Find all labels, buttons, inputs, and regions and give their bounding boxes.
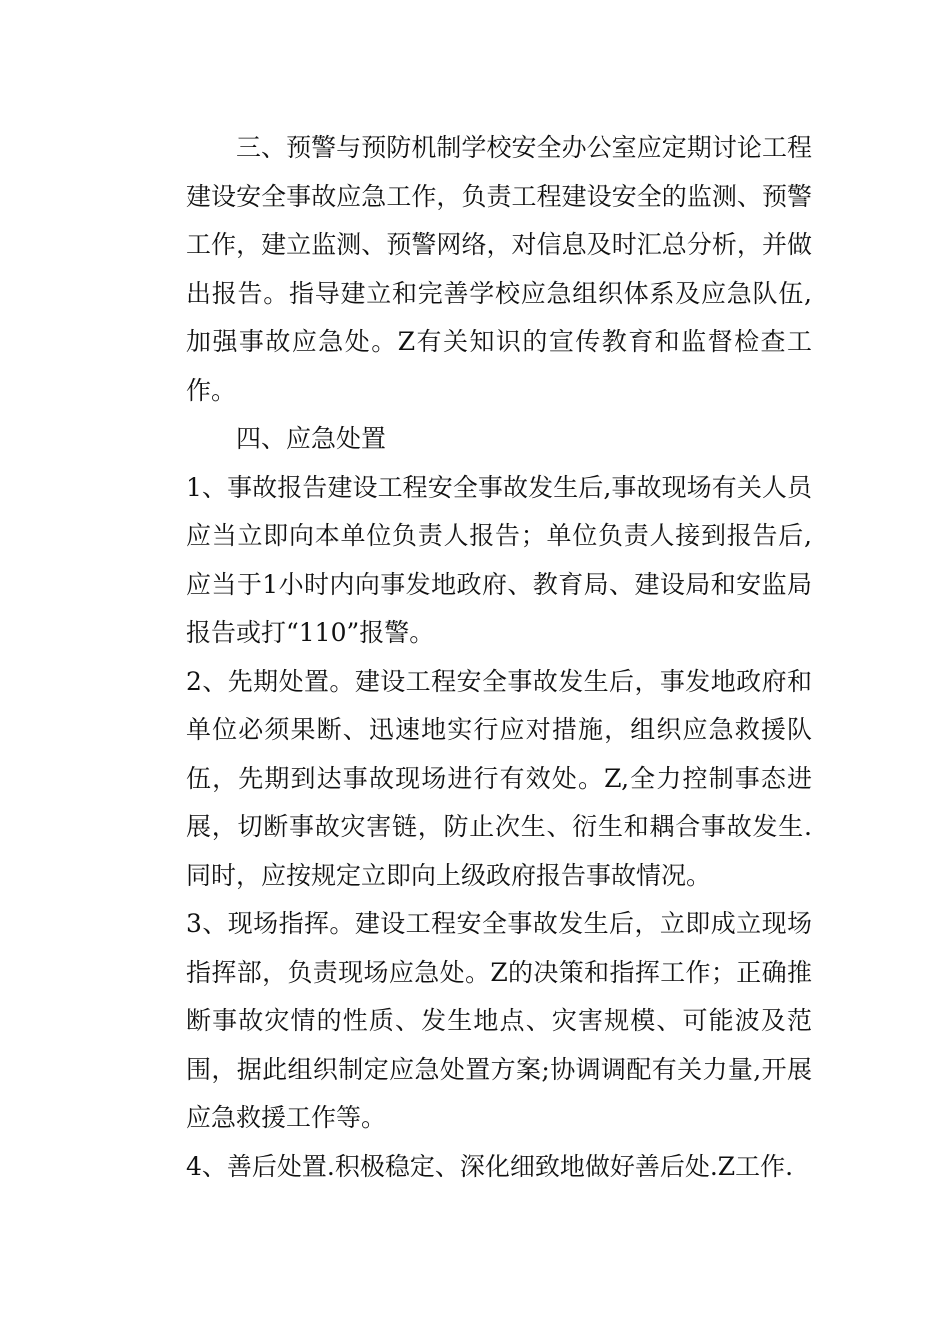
paragraph-early-warning: 三、预警与预防机制学校安全办公室应定期讨论工程建设安全事故应急工作，负责工程建设安全的监测、预警工作，建立监测、预警网络，对信息及时汇总分析，并做出报告。指导建立和完善学校应急组织体系及应急队伍,加强事故应急处。Z有关知识的宣传教育和监督检查工作。 (186, 133, 812, 405)
paragraph-aftermath-handling: 4、善后处置.积极稳定、深化细致地做好善后处.Z工作. (186, 1151, 794, 1181)
paragraph-initial-handling: 2、先期处置。建设工程安全事故发生后，事发地政府和单位必须果断、迅速地实行应对措施，组织应急救援队伍，先期到达事故现场进行有效处。Z,全力控制事态进展，切断事故灾害链，防止次生、衍生和耦合事故发生.同时，应按规定立即向上级政府报告事故情况。 (186, 666, 812, 890)
section-heading-emergency-response: 四、应急处置 (236, 424, 387, 453)
paragraph-accident-report: 1、事故报告建设工程安全事故发生后,事故现场有关人员应当立即向本单位负责人报告；单位负责人接到报告后,应当于1小时内向事发地政府、教育局、建设局和安监局报告或打“110”报警。 (186, 472, 812, 647)
document-body (186, 124, 812, 1191)
paragraph-onsite-command: 3、现场指挥。建设工程安全事故发生后，立即成立现场指挥部，负责现场应急处。Z的决策和指挥工作；正确推断事故灾情的性质、发生地点、灾害规模、可能波及范围，据此组织制定应急处置方案;协调调配有关力量,开展应急救援工作等。 (186, 909, 812, 1132)
